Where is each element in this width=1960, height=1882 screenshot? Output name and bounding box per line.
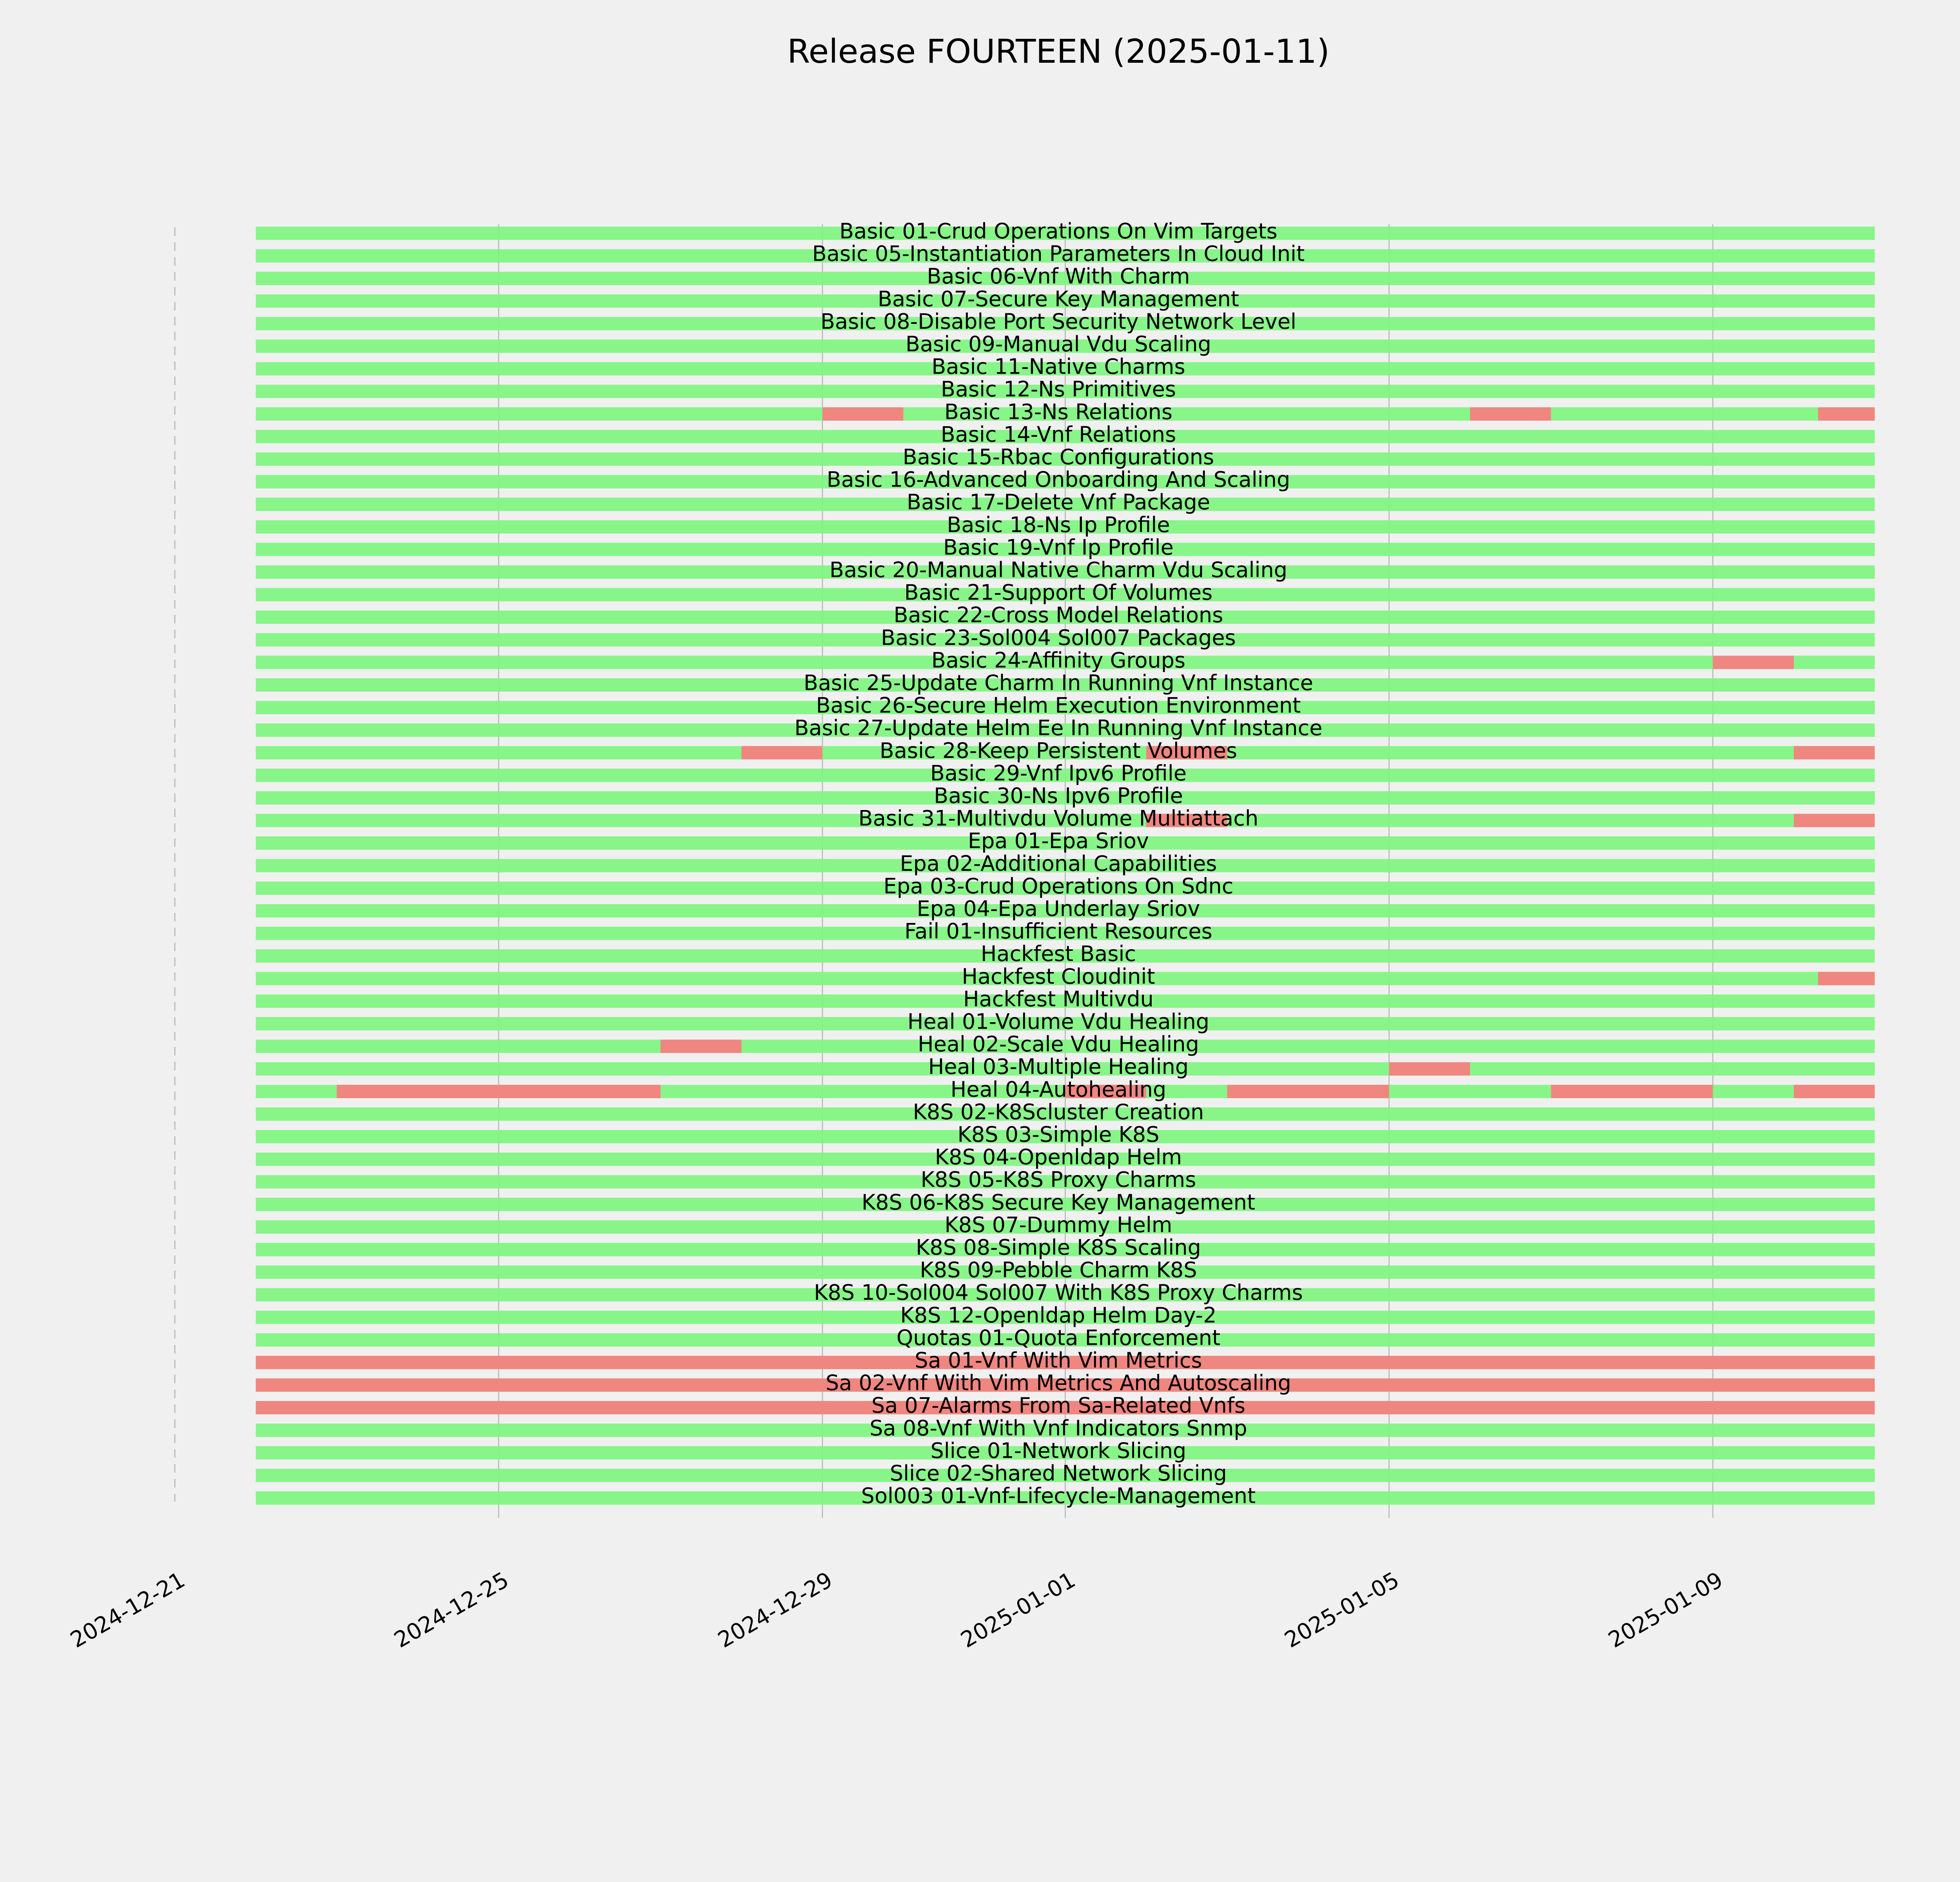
fail-bar — [1794, 746, 1875, 759]
test-label: Slice 01-Network Slicing — [930, 1438, 1187, 1463]
test-label: Basic 17-Delete Vnf Package — [906, 490, 1210, 515]
test-label: Basic 26-Secure Helm Execution Environment — [816, 693, 1301, 718]
test-label: Sa 07-Alarms From Sa-Related Vnfs — [871, 1393, 1246, 1418]
test-label: Basic 12-Ns Primitives — [941, 377, 1176, 402]
test-label: Basic 23-Sol004 Sol007 Packages — [881, 625, 1236, 650]
test-label: Heal 04-Autohealing — [950, 1077, 1167, 1102]
fail-bar — [1818, 407, 1875, 421]
test-label: Basic 05-Instantiation Parameters In Cloud Init — [812, 241, 1305, 266]
fail-bar — [1794, 814, 1875, 827]
test-label: Sol003 01-Vnf-Lifecycle-Management — [861, 1483, 1256, 1508]
test-label: Basic 07-Secure Key Management — [878, 286, 1239, 311]
test-label: K8S 09-Pebble Charm K8S — [920, 1257, 1197, 1283]
test-label: Basic 28-Keep Persistent Volumes — [879, 738, 1238, 763]
test-label: K8S 05-K8S Proxy Charms — [920, 1167, 1196, 1192]
test-label: Sa 08-Vnf With Vnf Indicators Snmp — [869, 1415, 1247, 1441]
x-tick-label: 2024-12-25 — [390, 1567, 513, 1653]
test-label: K8S 08-Simple K8S Scaling — [916, 1235, 1201, 1260]
test-label: K8S 12-Openldap Helm Day-2 — [900, 1303, 1217, 1328]
test-label: Sa 02-Vnf With Vim Metrics And Autoscaling — [826, 1370, 1291, 1395]
test-label: Fail 01-Insufficient Resources — [904, 919, 1212, 944]
fail-bar — [1227, 1085, 1389, 1098]
fail-bar — [1713, 656, 1794, 669]
x-tick-label: 2025-01-01 — [956, 1567, 1080, 1653]
test-label: Basic 15-Rbac Configurations — [902, 445, 1214, 469]
test-label: Basic 30-Ns Ipv6 Profile — [934, 783, 1183, 808]
test-label: Basic 16-Advanced Onboarding And Scaling — [826, 467, 1290, 492]
fail-bar — [1470, 407, 1551, 421]
test-label: Basic 24-Affinity Groups — [931, 648, 1186, 673]
test-label: K8S 06-K8S Secure Key Management — [861, 1190, 1256, 1215]
test-label: K8S 10-Sol004 Sol007 With K8S Proxy Charms — [814, 1280, 1303, 1305]
test-label: K8S 07-Dummy Helm — [944, 1212, 1172, 1237]
fail-bar — [1389, 1062, 1470, 1075]
test-label: Hackfest Cloudinit — [962, 964, 1155, 989]
fail-bar — [1794, 1085, 1875, 1098]
test-label: Basic 14-Vnf Relations — [940, 422, 1176, 447]
test-label: Heal 03-Multiple Healing — [928, 1054, 1189, 1079]
fail-bar — [1818, 972, 1875, 985]
test-label: Basic 13-Ns Relations — [944, 399, 1173, 424]
test-label: Basic 31-Multivdu Volume Multiattach — [858, 806, 1259, 831]
test-label: Basic 29-Vnf Ipv6 Profile — [930, 761, 1187, 786]
fail-bar — [337, 1085, 661, 1098]
test-label: Basic 27-Update Helm Ee In Running Vnf Instance — [794, 716, 1323, 741]
x-tick-label: 2025-01-09 — [1604, 1567, 1728, 1653]
test-label: Basic 21-Support Of Volumes — [904, 580, 1213, 605]
test-label: Heal 01-Volume Vdu Healing — [907, 1009, 1210, 1034]
test-label: Epa 04-Epa Underlay Sriov — [916, 896, 1200, 921]
fail-bar — [1551, 1085, 1713, 1098]
test-label: Epa 02-Additional Capabilities — [900, 851, 1217, 876]
fail-bar — [742, 746, 823, 759]
x-tick-label: 2024-12-21 — [66, 1567, 189, 1653]
fail-bar — [822, 407, 904, 421]
test-label: K8S 04-Openldap Helm — [935, 1144, 1182, 1170]
test-label: Basic 01-Crud Operations On Vim Targets — [839, 219, 1278, 243]
test-label: K8S 03-Simple K8S — [957, 1122, 1160, 1147]
test-label: Basic 08-Disable Port Security Network Level — [820, 309, 1297, 334]
test-label: Slice 02-Shared Network Slicing — [890, 1461, 1227, 1486]
x-tick-label: 2025-01-05 — [1280, 1567, 1404, 1653]
test-label: Basic 25-Update Charm In Running Vnf Instance — [804, 670, 1313, 695]
test-label: Epa 03-Crud Operations On Sdnc — [883, 874, 1234, 899]
test-label: Basic 19-Vnf Ip Profile — [943, 535, 1174, 560]
test-label: K8S 02-K8Scluster Creation — [913, 1099, 1204, 1124]
test-label: Basic 20-Manual Native Charm Vdu Scaling — [829, 558, 1287, 582]
test-label: Hackfest Multivdu — [963, 986, 1154, 1012]
x-tick-label: 2024-12-29 — [713, 1567, 837, 1653]
test-label: Basic 09-Manual Vdu Scaling — [906, 332, 1211, 356]
test-label: Quotas 01-Quota Enforcement — [896, 1325, 1221, 1350]
test-label: Sa 01-Vnf With Vim Metrics — [915, 1348, 1202, 1373]
test-label: Heal 02-Scale Vdu Healing — [918, 1032, 1199, 1057]
chart-title: Release FOURTEEN (2025-01-11) — [787, 32, 1330, 71]
test-label: Hackfest Basic — [980, 941, 1136, 966]
test-label: Basic 22-Cross Model Relations — [893, 603, 1223, 628]
fail-bar — [661, 1040, 742, 1053]
test-label: Epa 01-Epa Sriov — [968, 828, 1149, 854]
test-label: Basic 06-Vnf With Charm — [927, 264, 1190, 289]
test-label: Basic 18-Ns Ip Profile — [947, 512, 1170, 537]
test-label: Basic 11-Native Charms — [931, 354, 1185, 379]
